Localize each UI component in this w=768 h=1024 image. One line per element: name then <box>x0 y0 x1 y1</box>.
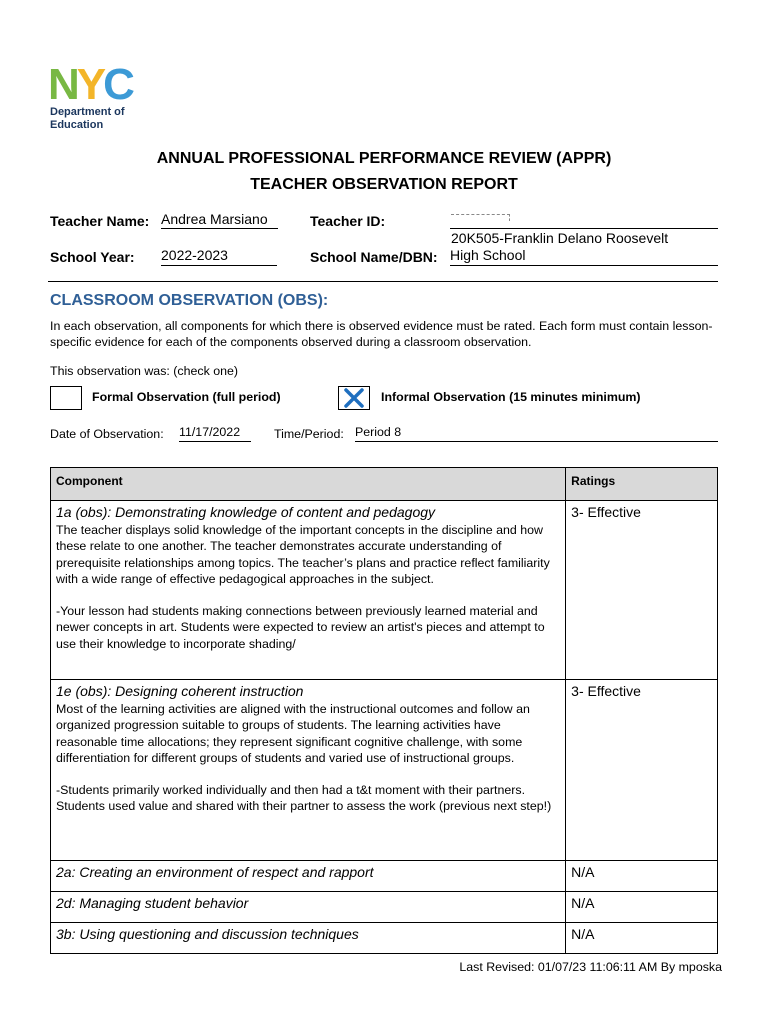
component-description: Most of the learning activities are aligned with the instructional outcomes and follow an organized progression suitable to groups of students. The learning activities have reasonable time allocations; they represent significant cognitive challenge, with some differentiation for different groups of students and varied use of instructional groups. <box>56 702 530 765</box>
logo-letters <box>48 60 132 109</box>
component-description: The teacher displays solid knowledge of the important concepts in the discipline and how these relate to one another. The teacher demonstrates accurate understanding of prerequisite relationships among topics. The teacher’s plans and practice reflect familiarity with a wide range of effective pedagogical approaches in the subject. <box>56 523 550 586</box>
teacher-id-label: Teacher ID: <box>310 213 386 229</box>
school-year-field[interactable]: 2022-2023 <box>161 247 277 266</box>
component-title: 3b: Using questioning and discussion techniques <box>56 926 359 942</box>
teacher-name-field[interactable]: Andrea Marsiano <box>161 211 278 229</box>
section-intro: In each observation, all components for which there is observed evidence must be rated. Each form must contain lesson-specific evidence for each of the components observed during a classroom observation. <box>50 319 713 349</box>
component-title: 1e (obs): Designing coherent instruction <box>56 683 304 699</box>
formal-observation-checkbox[interactable] <box>50 386 82 410</box>
logo-letter-n: N <box>48 60 77 109</box>
logo-letter-c: C <box>103 60 132 109</box>
component-title: 1a (obs): Demonstrating knowledge of content and pedagogy <box>56 504 436 520</box>
time-period-field[interactable]: Period 8 <box>355 425 718 442</box>
section-divider <box>48 281 718 282</box>
school-name-field[interactable] <box>450 247 718 266</box>
nyc-doe-logo <box>48 60 158 136</box>
component-evidence: -Your lesson had students making connections between previously learned material and newer concepts in art. Students were expected to review an artist's pieces and attempt to use their knowledge to incorporate shading/ <box>56 604 545 651</box>
component-column-header: Component <box>51 468 566 501</box>
rating-cell[interactable]: N/A <box>566 923 718 954</box>
component-evidence: -Students primarily worked individually and then had a t&t moment with their partners. Students used value and shared with their partner to assess the work (previous next step!) <box>56 783 552 814</box>
table-row <box>51 892 718 923</box>
component-cell <box>51 892 566 923</box>
rating-cell[interactable]: N/A <box>566 861 718 892</box>
table-row <box>51 923 718 954</box>
school-name-label: School Name/DBN: <box>310 249 438 265</box>
section-heading: CLASSROOM OBSERVATION (OBS): <box>50 292 329 309</box>
component-cell <box>51 680 566 861</box>
school-name-line1: 20K505-Franklin Delano Roosevelt <box>451 230 669 246</box>
observation-type-prompt: This observation was: (check one) <box>50 364 239 378</box>
table-row <box>51 501 718 680</box>
logo-subtitle: Department of Education <box>50 106 125 131</box>
last-revised-footer: Last Revised: 01/07/23 11:06:11 AM By mposka <box>459 960 722 974</box>
informal-observation-label: Informal Observation (15 minutes minimum) <box>381 390 641 404</box>
ratings-column-header: Ratings <box>566 468 718 501</box>
logo-letter-y: Y <box>76 60 104 109</box>
teacher-id-field[interactable] <box>450 228 718 229</box>
components-table <box>50 467 718 954</box>
school-name-line2: High School <box>450 247 526 263</box>
formal-observation-label: Formal Observation (full period) <box>92 390 281 404</box>
rating-cell[interactable]: N/A <box>566 892 718 923</box>
teacher-name-label: Teacher Name: <box>50 213 150 229</box>
table-header-row <box>51 468 718 501</box>
table-row <box>51 861 718 892</box>
observation-date-field[interactable]: 11/17/2022 <box>179 425 251 442</box>
informal-observation-checkbox[interactable] <box>338 386 370 410</box>
report-title-line2: TEACHER OBSERVATION REPORT <box>250 176 518 193</box>
rating-cell[interactable]: 3- Effective <box>566 501 718 680</box>
teacher-id-redacted <box>451 214 510 221</box>
table-row <box>51 680 718 861</box>
school-year-label: School Year: <box>50 249 135 265</box>
time-period-label: Time/Period: <box>274 427 344 441</box>
x-check-icon <box>342 388 366 408</box>
component-title: 2d: Managing student behavior <box>56 895 249 911</box>
observation-date-label: Date of Observation: <box>50 427 164 441</box>
component-title: 2a: Creating an environment of respect and rapport <box>56 864 374 880</box>
rating-cell[interactable]: 3- Effective <box>566 680 718 861</box>
component-cell <box>51 861 566 892</box>
component-cell <box>51 501 566 680</box>
component-cell <box>51 923 566 954</box>
report-title-line1: ANNUAL PROFESSIONAL PERFORMANCE REVIEW (APPR) <box>156 150 612 167</box>
